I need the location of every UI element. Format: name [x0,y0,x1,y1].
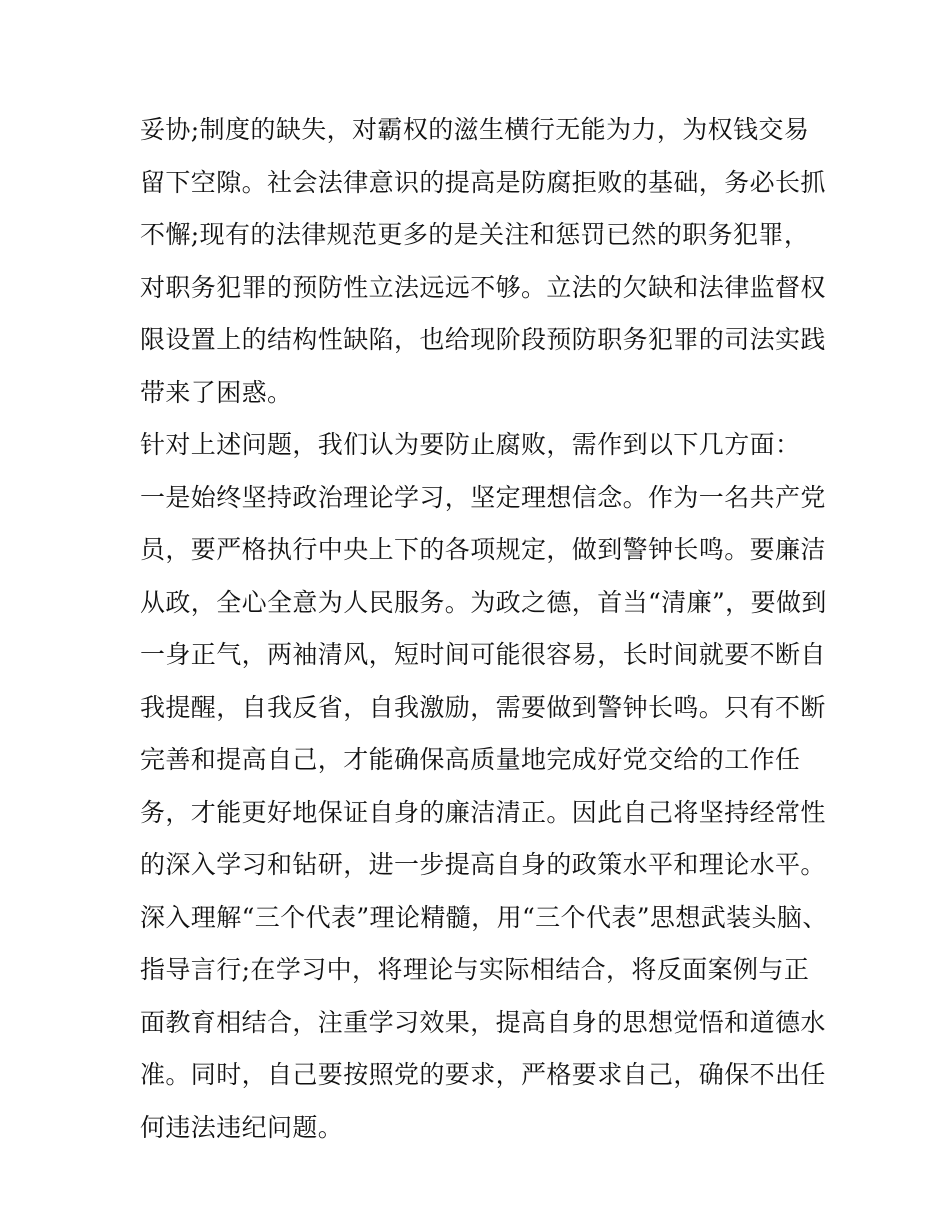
text-line: 一是始终坚持政治理论学习，坚定理想信念。作为一名共产党 [140,482,826,512]
text-line: 员，要严格执行中央上下的各项规定，做到警钟长鸣。要廉洁 [140,535,826,564]
text-line: 完善和提高自己，才能确保高质量地完成好党交给的工作任 [140,745,801,774]
text-line: 一身正气，两袖清风，短时间可能很容易，长时间就要不断自 [140,640,826,669]
text-line: 妥协;制度的缺失，对霸权的滋生横行无能为力，为权钱交易 [140,115,810,144]
text-line: 何违法违纪问题。 [140,1112,344,1142]
text-line: 准。同时，自己要按照党的要求，严格要求自己，确保不出任 [140,1060,826,1089]
text-line: 的深入学习和钻研，进一步提高自身的政策水平和理论水平。 [140,850,826,879]
text-line: 对职务犯罪的预防性立法远远不够。立法的欠缺和法律监督权 [140,272,826,302]
text-line: 从政，全心全意为人民服务。为政之德，首当“清廉”，要做到 [140,587,827,617]
text-line: 深入理解“三个代表”理论精髓，用“三个代表”思想武装头脑、 [140,902,828,932]
body-text [140,104,830,1154]
text-line: 针对上述问题，我们认为要防止腐败，需作到以下几方面： [140,430,801,459]
text-line: 务，才能更好地保证自身的廉洁清正。因此自己将坚持经常性 [140,797,826,827]
text-line: 指导言行;在学习中，将理论与实际相结合，将反面案例与正 [140,955,810,984]
text-line: 留下空隙。社会法律意识的提高是防腐拒败的基础，务必长抓 [140,167,826,197]
text-line: 我提醒，自我反省，自我激励，需要做到警钟长鸣。只有不断 [140,692,826,722]
text-line: 带来了困惑。 [140,377,293,407]
text-line: 限设置上的结构性缺陷，也给现阶段预防职务犯罪的司法实践 [140,325,826,354]
text-line: 面教育相结合，注重学习效果，提高自身的思想觉悟和道德水 [140,1007,826,1037]
text-line: 不懈;现有的法律规范更多的是关注和惩罚已然的职务犯罪， [140,220,810,249]
